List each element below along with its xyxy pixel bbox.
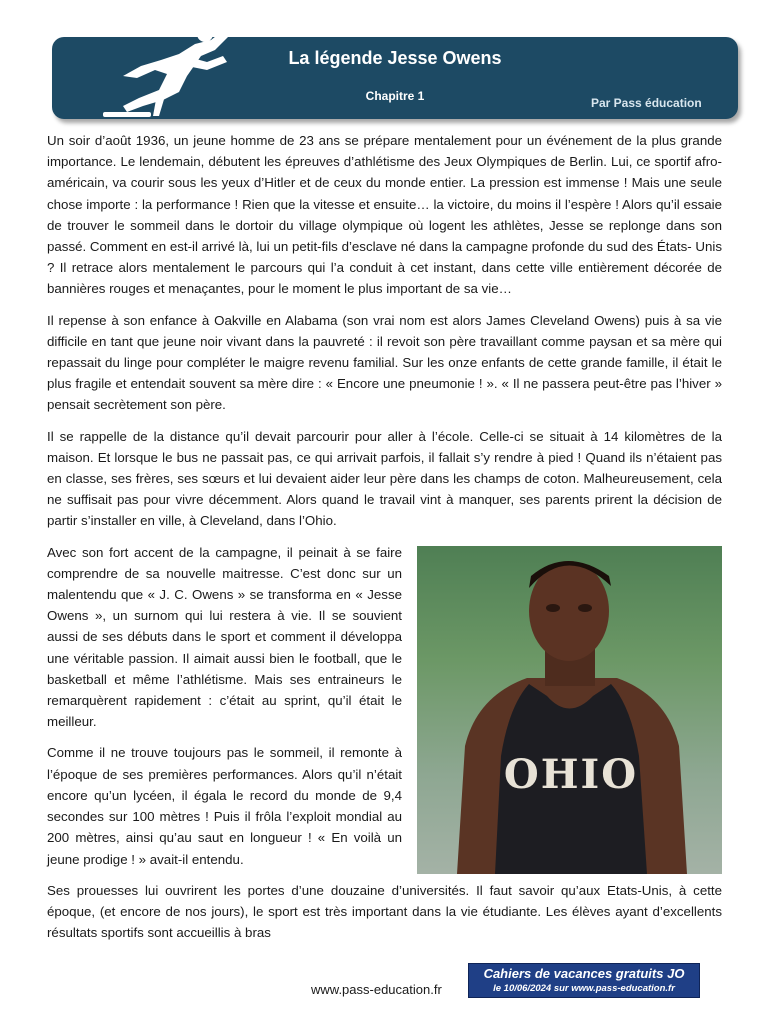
jersey-text: OHIO — [503, 750, 639, 798]
chapter-label: Chapitre 1 — [365, 89, 425, 103]
paragraph: Ses prouesses lui ouvrirent les portes d’une douzaine d’universités. Il faut savoir qu’aux Etats-Unis, à cette époque, (et encore de nos jours), le sport est très important dans la vie étudiante. Les élèves ayant d’excellents résultats sportifs sont accueillis à bras — [47, 882, 722, 941]
author-label: Par Pass éducation — [591, 96, 702, 110]
paragraph: Il se rappelle de la distance qu’il devait parcourir pour aller à l’école. Celle-ci se situait à 14 kilomètres de la maison. Et lorsque le bus ne passait pas, ce qui arrivait parfois, il fallait s’y rendre à pied ! Quand ils n’étaient pas en classe, ses frères, ses sœurs et lui devaient aider leur père dans les champs de coton. Malheureusement, cela ne suffisait pas pour vivre décemment. Alors quand le travail vint à manquer, ses parents prirent la décision de partir s’installer en ville, à Cleveland, dans l’Ohio. — [47, 428, 722, 529]
promo-title: Cahiers de vacances gratuits JO — [483, 966, 685, 981]
jesse-owens-photo — [417, 546, 722, 874]
sprinter-silhouette-icon — [83, 16, 243, 124]
page-title: La légende Jesse Owens — [288, 48, 502, 68]
promo-subtitle: le 10/06/2024 sur www.pass-education.fr — [493, 983, 675, 994]
story-text — [47, 130, 722, 953]
paragraph: Un soir d’août 1936, un jeune homme de 23 ans se prépare mentalement pour un événement de la plus grande importance. Le lendemain, débutent les épreuves d’athlétisme des Jeux Olympiques de Berlin. Lui, ce sportif afro-américain, va courir sous les yeux d’Hitler et de ceux du monde entier. La pression est immense ! Mais une seule chose importe : la performance ! Rien que la vitesse et ensuite… la victoire, du moins il l’espère ! Alors qu’il essaie de trouver le sommeil dans le dortoir du village olympique où logent les athlètes, Jesse se replonge dans son passé. Comment en est-il arrivé là, lui un petit-fils d’esclave né dans la campagne profonde du sud des États- Unis ? Il retrace alors mentalement le parcours qui l’a conduit à cet instant, dans cette ville entièrement décorée de bannières rouges et menaçantes, pour le moment le plus important de sa vie… — [47, 133, 722, 297]
paragraph: Il repense à son enfance à Oakville en Alabama (son vrai nom est alors James Cleveland Owens) puis à sa vie difficile en tant que jeune noir vivant dans la pauvreté : il revoit son père travaillant comme paysan et sa mère qui repassait du linge pour compléter le maigre revenu familial. Sur les onze enfants de cette grande famille, il était le plus fragile et entendait souvent sa mère dire : « Encore une pneumonie ! ». « Il ne passera peut-être pas l’hiver » pensait secrètement son père. — [47, 312, 722, 413]
paragraph: OHIO Avec son fort accent de la campagne, il peinait à se faire comprendre de sa nouvelle maitresse. C’est donc sur un malentendu que « J. C. Owens » se transforma en « Jesse Owens », un surnom qui lui restera à vie. Il se souvient aussi de ses débuts dans le sport et comment il développa une véritable passion. Il aimait aussi bien le football, que le basketball et même l’athlétisme. Mais ses entraineurs le remarquèrent rapidement : c’était au sprint, qu’il était le meilleur. — [47, 542, 722, 733]
footer-url[interactable]: www.pass-education.fr — [311, 982, 442, 997]
promo-banner[interactable] — [468, 963, 700, 998]
paragraph: Comme il ne trouve toujours pas le sommeil, il remonte à l’époque de ses premières performances. Alors qu’il n’était encore qu’un lycéen, il égala le record du monde de 9,4 secondes sur 100 mètres ! Puis il frôla l’exploit mondial au 200 mètres, ainsi qu’au saut en longueur ! « En voilà un jeune prodige ! » avait-il entendu. — [47, 745, 402, 867]
